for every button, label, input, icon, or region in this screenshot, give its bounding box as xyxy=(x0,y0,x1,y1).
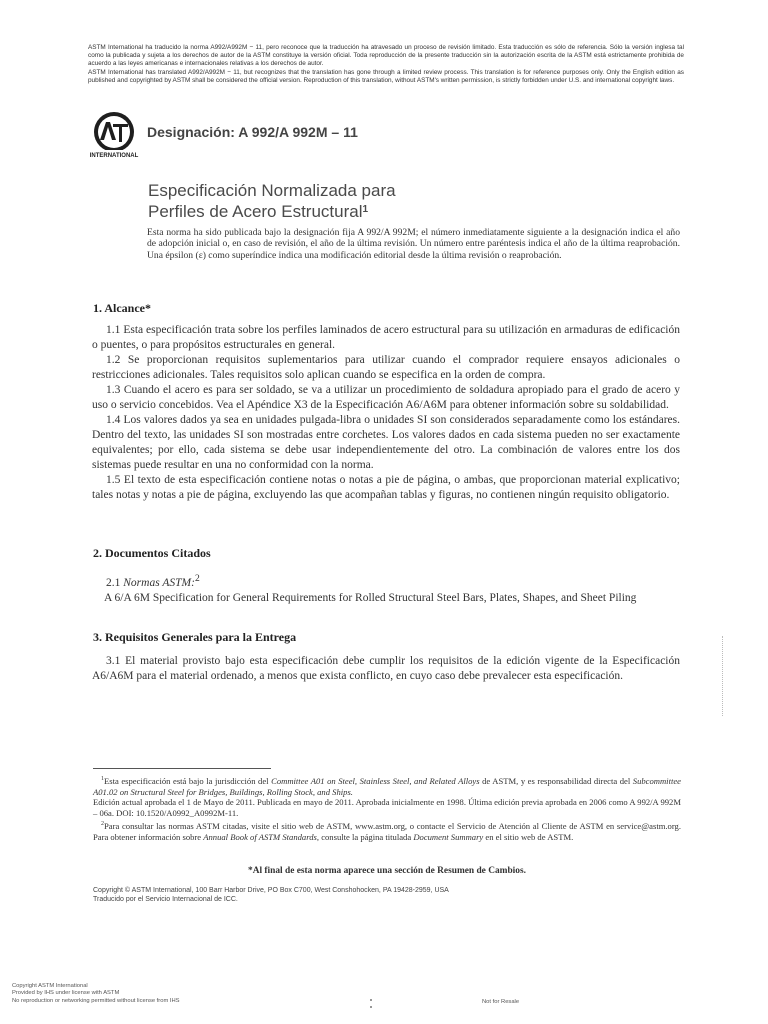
translation-notice xyxy=(88,44,684,85)
footnote-divider xyxy=(93,768,271,769)
astm-logo-icon xyxy=(88,110,140,162)
paragraph-1-3: 1.3 Cuando el acero es para ser soldado, se va a utilizar un procedimiento de soldadura apropiado para el grado de acero y uso o servicio concebidos. Vea el Apéndice X3 de la Especificación A6/A6M para obtener información sobre su soldabilidad. xyxy=(92,384,680,411)
fn2-book: Annual Book of ASTM Standards xyxy=(203,831,317,842)
fn2-marker: 2 xyxy=(101,821,104,828)
paragraph-1-4: 1.4 Los valores dados ya sea en unidades pulgada-libra o unidades SI son considerados separadamente como los estándares. Dentro del texto, las unidades SI son mostradas entre corchetes. Los valores dados en cada sistema pueden no ser exactamente equivalentes; por ello, cada sistema se debe usar independientemente del otro. La combinación de valores entre los dos sistemas puede resultar en una no conformidad con la norma. xyxy=(92,414,680,471)
designation: Designación: A 992/A 992M – 11 xyxy=(147,124,358,140)
reference-a6: A 6/A 6M Specification for General Requirements for Rolled Structural Steel Bars, Plates, Shapes, and Sheet Piling xyxy=(104,591,637,604)
license-footer xyxy=(12,983,180,1005)
copyright-line-1: Copyright © ASTM International, 100 Barr Harbor Drive, PO Box C700, West Conshohocken, PA 19428-2959, USA xyxy=(93,887,449,894)
intro-paragraph: Esta norma ha sido publicada bajo la designación fija A 992/A 992M; el número inmediatamente siguiente a la designación indica el año de adopción inicial o, en caso de revisión, el año de la última revisión. Un número entre paréntesis indica el año de la última reaprobación. Una épsilon (ε) como superíndice indica una modificación editorial desde la última revisión o reaprobación. xyxy=(147,227,680,261)
fn2-text-c: en el sitio web de ASTM. xyxy=(483,831,574,842)
notice-spanish: ASTM International ha traducido la norma A992/A992M − 11, pero reconoce que la traducción ha atravesado un proceso de revisión limitado. Esta traducción es sólo de referencia. Sólo la versión inglesa tal como la publicada y sujeta a los derechos de autor de la ASTM constituye la versión oficial. Toda reproducción de la presente traducción sin la autorización escrita de la ASTM está estrictamente prohibida de acuerdo a las leyes americanas e internacionales relativas a los derechos de autor. xyxy=(88,44,684,68)
fn2-text-a: Para consultar las normas ASTM citadas, visite el sitio web de ASTM, www.astm.org, o contacte el Servicio de Atención al Cliente de ASTM en service@astm.org. Para obtener información sobre xyxy=(93,820,681,842)
footer-dots xyxy=(370,999,372,1008)
paragraph-1-2: 1.2 Se proporcionan requisitos suplementarios para utilizar cuando el comprador requiere ensayos adicionales o restricciones adicionales. Tales requisitos solo aplican cuando se especifica en la orden de compra. xyxy=(92,354,680,381)
title-footnote-ref: 1 xyxy=(362,204,369,215)
fn1-text-a: Esta especificación está bajo la jurisdicción del xyxy=(104,775,272,786)
fn2-doc: Document Summary xyxy=(413,831,484,842)
license-line-3: No reproduction or networking permitted without license from IHS xyxy=(12,997,180,1004)
page-title xyxy=(148,180,396,222)
not-for-resale: Not for Resale xyxy=(482,999,520,1005)
sub-label: Normas ASTM: xyxy=(123,576,195,589)
section-3-body xyxy=(92,654,680,684)
copyright-line-2: Traducido por el Servicio Internacional de ICC. xyxy=(93,896,238,903)
fn1-text-b: de ASTM, y es responsabilidad directa del xyxy=(479,775,633,786)
logo-text: INTERNATIONAL xyxy=(89,153,139,159)
section-1-body xyxy=(92,323,680,503)
license-line-1: Copyright ASTM International xyxy=(12,983,88,989)
license-line-2: Provided by IHS under license with ASTM xyxy=(12,990,120,997)
notice-english: ASTM International has translated A992/A992M − 11, but recognizes that the translation has gone through a limited review process. This translation is for reference purposes only. Only the English edition as published and copyrighted by ASTM shall be considered the official version. Reproduction of this translation, without ASTM's written permission, is strictly forbidden under U.S. and international copyright laws. xyxy=(88,68,684,84)
section-2-heading: 2. Documentos Citados xyxy=(93,546,211,560)
section-3-heading: 3. Requisitos Generales para la Entrega xyxy=(93,630,297,644)
fn1-edition: Edición actual aprobada el 1 de Mayo de 2011. Publicada en mayo de 2011. Aprobada inicialmente en 1998. Última edición previa aprobada en 2006 como A 992/A 992M – 06a. DOI: 10.1520/A0992_A0992M-11. xyxy=(93,797,681,819)
paragraph-1-1: 1.1 Esta especificación trata sobre los perfiles laminados de acero estructural para su utilización en armaduras de edificación o puentes, o para propósitos estructurales en general. xyxy=(92,324,680,351)
paragraph-3-1: 3.1 El material provisto bajo esta especificación debe cumplir los requisitos de la edición vigente de la Especificación A6/A6M para el material ordenado, a menos que exista conflicto, en cuyo caso debe prevalecer esta especificación. xyxy=(92,655,680,682)
title-line-2: Perfiles de Acero Estructural xyxy=(148,202,363,221)
astm-logo xyxy=(88,110,140,162)
sub-number: 2.1 xyxy=(106,576,121,589)
fn1-committee: Committee A01 on Steel, Stainless Steel, and Related Alloys xyxy=(271,775,480,786)
fn2-text-b: , consulte la página titulada xyxy=(316,831,414,842)
section-2-body xyxy=(92,571,680,606)
margin-dots xyxy=(722,636,726,716)
title-line-1: Especificación Normalizada para xyxy=(148,181,396,200)
footnotes xyxy=(93,774,681,843)
copyright xyxy=(93,886,449,904)
dot-marker xyxy=(370,1006,372,1008)
fn1-marker: 1 xyxy=(101,776,104,782)
fn1-subcommittee: Subcommittee A01.02 on Structural Steel for Bridges, Buildings, Rolling Stock, and Ships. xyxy=(93,775,681,797)
dot-marker xyxy=(370,999,372,1001)
paragraph-1-5: 1.5 El texto de esta especificación contiene notas o notas a pie de página, o ambas, que proporcionan material explicativo; tales notas y notas a pie de página, excluyendo las que acompañan tablas y figuras, no contienen ningún requisito obligatorio. xyxy=(92,474,680,501)
summary-note: *Al final de esta norma aparece una sección de Resumen de Cambios. xyxy=(248,866,526,876)
section-1-heading: 1. Alcance* xyxy=(93,301,151,315)
sub-footnote-ref: 2 xyxy=(194,573,200,584)
